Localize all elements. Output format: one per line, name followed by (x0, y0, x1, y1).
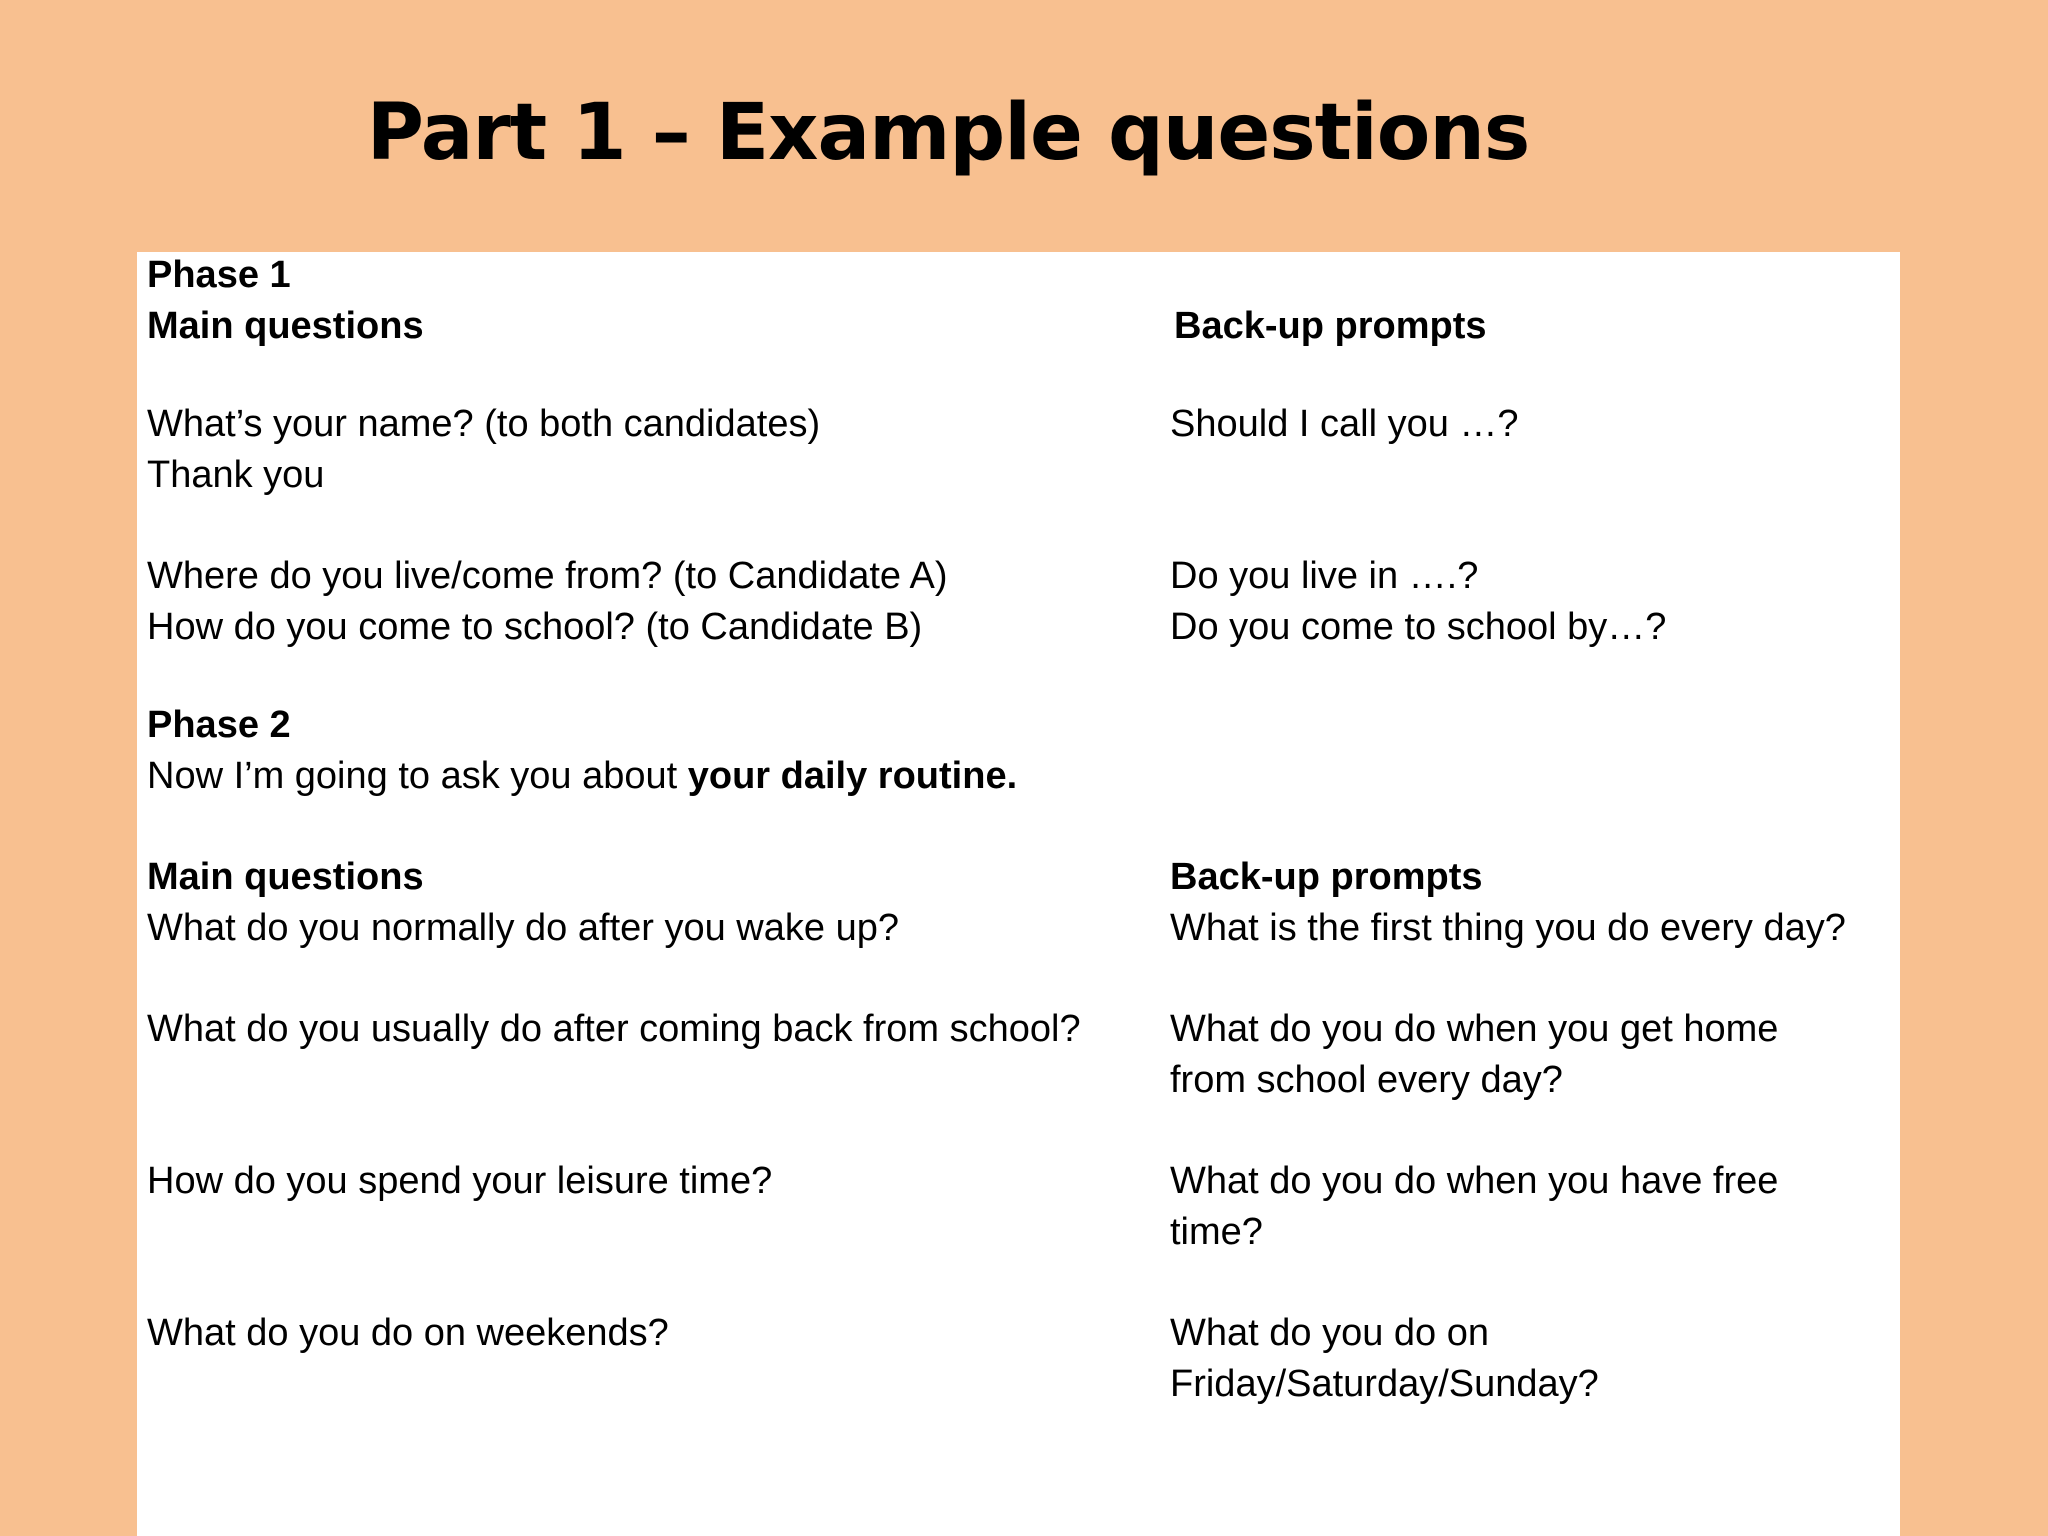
phase2-prompt-2-line2: from school every day? (1170, 1059, 1563, 1101)
phase2-main-questions-label: Main questions (147, 856, 424, 898)
phase2-prompt-4-line2: Friday/Saturday/Sunday? (1170, 1363, 1599, 1405)
phase1-main-questions-label: Main questions (147, 305, 424, 347)
phase2-prompt-1: What is the first thing you do every day? (1170, 907, 1846, 949)
phase2-question-3: How do you spend your leisure time? (147, 1160, 773, 1202)
phase2-intro (147, 751, 1017, 802)
phase2-prompt-3-line2: time? (1170, 1211, 1263, 1253)
phase2-heading: Phase 2 (147, 704, 291, 746)
phase2-backup-prompts-label: Back-up prompts (1170, 856, 1483, 898)
phase2-question-2: What do you usually do after coming back from school? (147, 1008, 1081, 1050)
phase1-prompt-name: Should I call you …? (1170, 403, 1519, 445)
phase1-prompt-school: Do you come to school by…? (1170, 606, 1667, 648)
slide-title: Part 1 – Example questions (366, 88, 1530, 178)
phase2-question-4: What do you do on weekends? (147, 1312, 669, 1354)
phase1-prompt-live: Do you live in ….? (1170, 555, 1479, 597)
phase2-prompt-3-line1: What do you do when you have free (1170, 1160, 1779, 1202)
phase1-backup-prompts-label: Back-up prompts (1174, 305, 1487, 347)
phase2-prompt-4-line1: What do you do on (1170, 1312, 1489, 1354)
phase1-question-live: Where do you live/come from? (to Candidate A) (147, 555, 948, 597)
phase2-prompt-2-line1: What do you do when you get home (1170, 1008, 1779, 1050)
phase1-heading: Phase 1 (147, 254, 291, 296)
phase1-thank-you: Thank you (147, 454, 325, 496)
phase1-question-school: How do you come to school? (to Candidate B) (147, 606, 923, 648)
phase1-question-name: What’s your name? (to both candidates) (147, 403, 821, 445)
phase2-question-1: What do you normally do after you wake up? (147, 907, 899, 949)
phase2-intro-topic: your daily routine. (687, 755, 1018, 797)
phase2-intro-prefix: Now I’m going to ask you about (147, 755, 688, 797)
